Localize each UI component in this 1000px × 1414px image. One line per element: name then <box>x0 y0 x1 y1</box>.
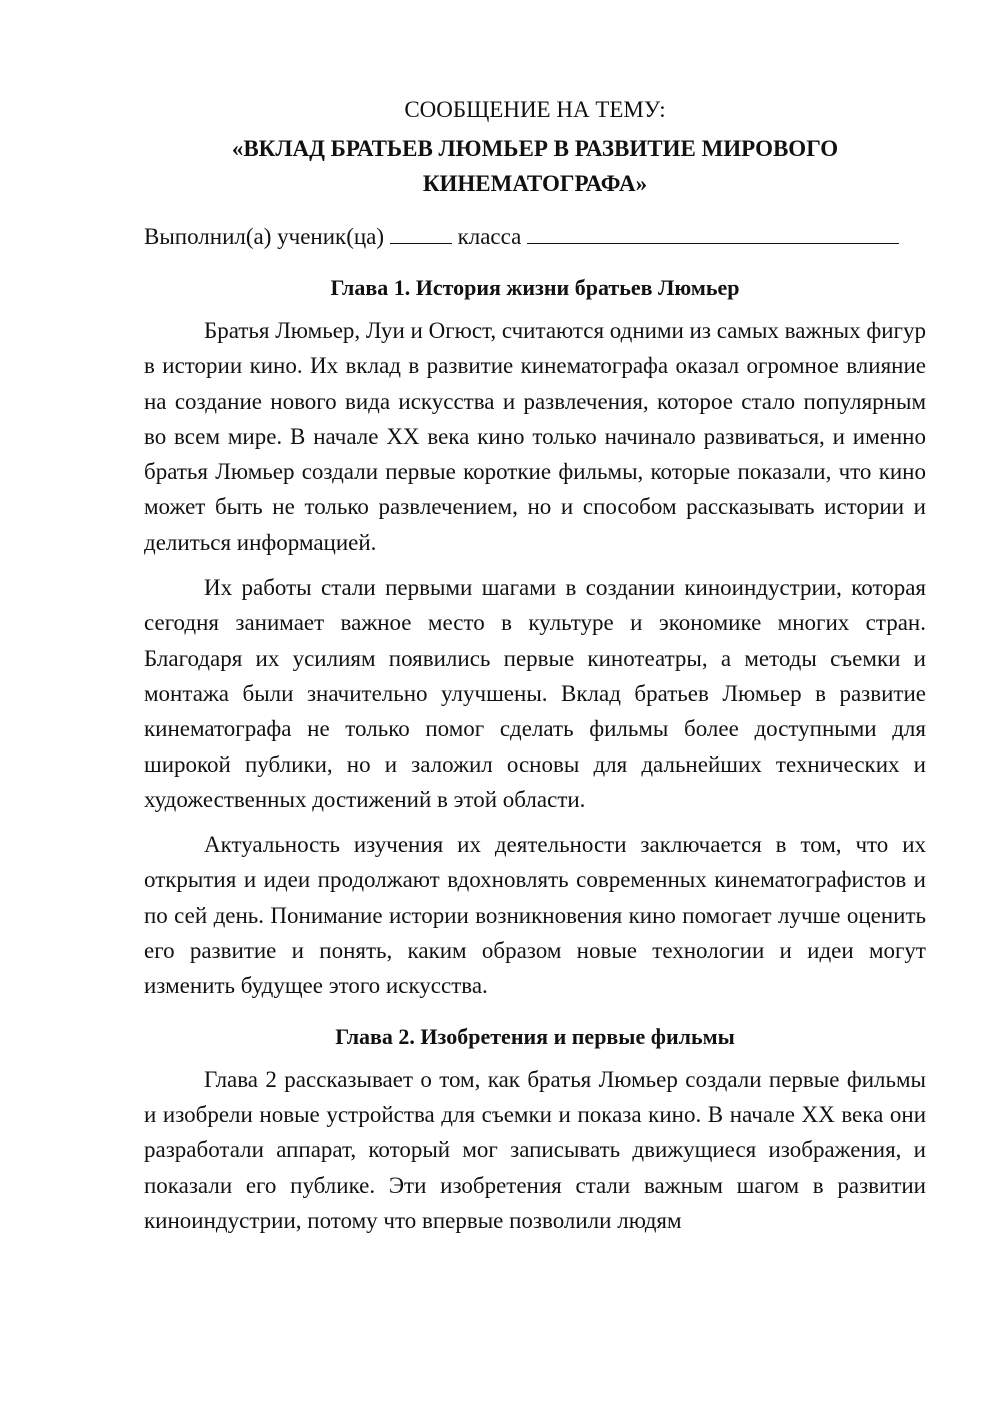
chapter-2-heading: Глава 2. Изобретения и первые фильмы <box>335 1023 735 1049</box>
class-blank[interactable] <box>527 221 899 244</box>
performer-line <box>144 219 926 255</box>
document-title: «ВКЛАД БРАТЬЕВ ЛЮМЬЕР В РАЗВИТИЕ МИРОВОГО КИНЕМАТОГРАФА» <box>231 136 839 196</box>
document-page <box>144 88 926 1238</box>
chapter-2-paragraph-1: Глава 2 рассказывает о том, как братья Люмьер создали первые фильмы и изобрели новые устройства для съемки и показа кино. В начале XX века они разработали аппарат, который мог записывать движущиеся изображения, и показали его публике. Эти изобретения стали важным шагом в развитии киноиндустрии, потому что впервые позволили людям <box>144 1066 926 1233</box>
performer-label: Выполнил(а) ученик(ца) <box>144 224 385 249</box>
chapter-1-heading: Глава 1. История жизни братьев Люмьер <box>330 275 740 300</box>
chapter-1-paragraph-1: Братья Люмьер, Луи и Огюст, считаются одними из самых важных фигур в истории кино. Их вклад в развитие кинематографа оказал огромное влияние на создание нового вида искусства и развлечения, которое стало популярным во всем мире. В начале XX века кино только начинало развиваться, и именно братья Люмьер создали первые короткие фильмы, которые показали, что кино может быть не только развлечением, но и способом рассказывать истории и делиться информацией. <box>144 318 926 555</box>
class-label: класса <box>457 224 522 249</box>
chapter-1-paragraph-2: Их работы стали первыми шагами в создании киноиндустрии, которая сегодня занимает важное место в культуре и экономике многих стран. Благодаря их усилиям появились первые кинотеатры, а методы съемки и монтажа были значительно улучшены. Вклад братьев Люмьер в развитие кинематографа не только помог сделать фильмы более доступными для широкой публики, но и заложил основы для дальнейших технических и художественных достижений в этой области. <box>144 575 926 812</box>
topic-line: СООБЩЕНИЕ НА ТЕМУ: <box>404 97 666 122</box>
chapter-1-paragraph-3: Актуальность изучения их деятельности заключается в том, что их открытия и идеи продолжают вдохновлять современных кинематографистов и по сей день. Понимание истории возникновения кино помогает лучше оценить его развитие и понять, каким образом новые технологии и идеи могут изменить будущее этого искусства. <box>144 832 926 999</box>
grade-blank[interactable] <box>390 221 452 244</box>
